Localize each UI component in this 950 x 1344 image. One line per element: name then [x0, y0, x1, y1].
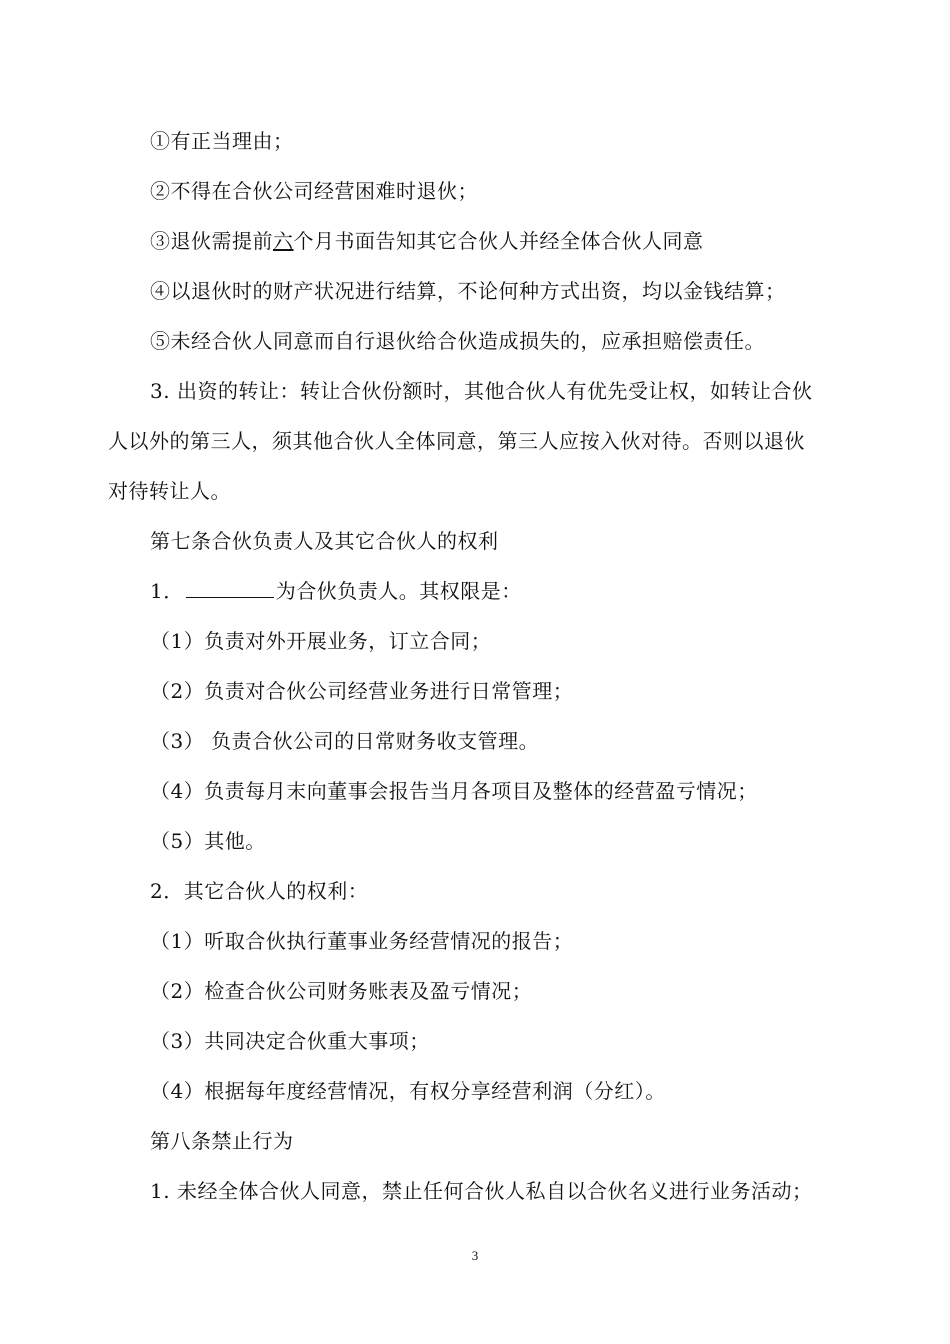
exit-condition-2: ②不得在合伙公司经营困难时退伙；	[150, 179, 478, 203]
partner-right-3: （3）共同决定合伙重大事项；	[150, 1029, 430, 1053]
manager-power-2: （2）负责对合伙公司经营业务进行日常管理；	[150, 679, 574, 703]
manager-power-3: （3） 负责合伙公司的日常财务收支管理。	[150, 729, 540, 753]
exit-condition-1: ①有正当理由；	[150, 129, 294, 153]
article-7-item-1	[150, 578, 850, 604]
notice-months-underlined: 六	[273, 229, 294, 253]
article-7-item-1-suffix: 为合伙负责人。其权限是：	[275, 579, 522, 603]
article-7-item-2: 2．其它合伙人的权利：	[150, 879, 369, 903]
exit-condition-5: ⑤未经合伙人同意而自行退伙给合伙造成损失的，应承担赔偿责任。	[150, 329, 765, 353]
exit-condition-3-after: 个月书面告知其它合伙人并经全体合伙人同意	[293, 229, 704, 253]
exit-condition-4: ④以退伙时的财产状况进行结算，不论何种方式出资，均以金钱结算；	[150, 279, 786, 303]
article-8-title: 第八条禁止行为	[150, 1129, 294, 1153]
transfer-line-1: 3. 出资的转让：转让合伙份额时，其他合伙人有优先受让权，如转让合伙	[150, 379, 813, 403]
article-8-item-1: 1. 未经全体合伙人同意，禁止任何合伙人私自以合伙名义进行业务活动；	[150, 1179, 813, 1203]
transfer-line-2: 人以外的第三人，须其他合伙人全体同意，第三人应按入伙对待。否则以退伙	[108, 429, 805, 453]
transfer-line-3: 对待转让人。	[108, 479, 231, 503]
partner-right-4: （4）根据每年度经营情况，有权分享经营利润（分红）。	[150, 1079, 666, 1103]
article-7-item-1-prefix: 1．	[150, 579, 184, 603]
manager-power-5: （5）其他。	[150, 829, 266, 853]
exit-condition-3-before: ③退伙需提前	[150, 229, 273, 253]
page-number: 3	[471, 1248, 479, 1263]
partner-right-2: （2）检查合伙公司财务账表及盈亏情况；	[150, 979, 533, 1003]
article-7-title: 第七条合伙负责人及其它合伙人的权利	[150, 529, 499, 553]
manager-power-1: （1）负责对外开展业务，订立合同；	[150, 629, 492, 653]
manager-name-blank	[186, 579, 274, 598]
partner-right-1: （1）听取合伙执行董事业务经营情况的报告；	[150, 929, 574, 953]
manager-power-4: （4）负责每月末向董事会报告当月各项目及整体的经营盈亏情况；	[150, 779, 758, 803]
exit-condition-3	[150, 228, 850, 254]
